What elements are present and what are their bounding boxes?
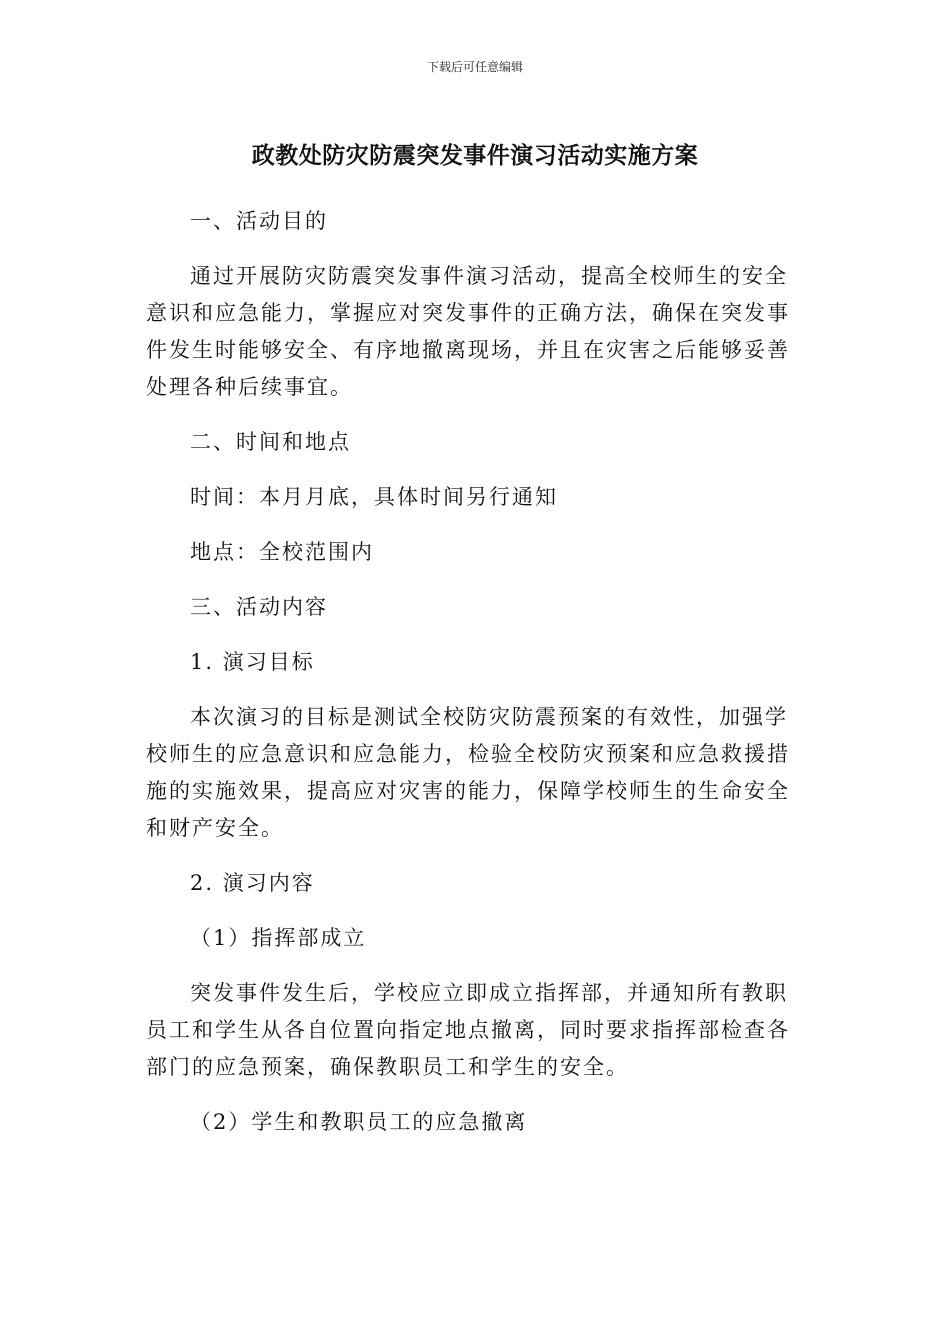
section-3-item-1-heading: 1. 演习目标 (190, 650, 315, 674)
section-1-paragraph: 通过开展防灾防震突发事件演习活动，提高全校师生的安全意识和应急能力，掌握应对突发事件的正确方法，确保在突发事件发生时能够安全、有序地撤离现场，并且在灾害之后能够妥善处理各种后续事宜。 (146, 264, 790, 399)
page-header-note: 下载后可任意编辑 (426, 60, 523, 74)
section-2-heading: 二、时间和地点 (190, 430, 351, 454)
section-1-heading: 一、活动目的 (190, 209, 328, 233)
section-2-time: 时间：本月月底，具体时间另行通知 (190, 485, 558, 509)
section-3-item-1-paragraph: 本次演习的目标是测试全校防灾防震预案的有效性，加强学校师生的应急意识和应急能力，检验全校防灾预案和应急救援措施的实施效果，提高应对灾害的能力，保障学校师生的生命安全和财产安全。 (146, 705, 790, 840)
section-3-heading: 三、活动内容 (190, 595, 328, 619)
section-3-item-2-heading: 2. 演习内容 (190, 871, 315, 895)
section-3-item-2-sub-1-heading: （1）指挥部成立 (190, 926, 367, 950)
section-3-item-2-sub-1-paragraph: 突发事件发生后，学校应立即成立指挥部，并通知所有教职员工和学生从各自位置向指定地点撤离，同时要求指挥部检查各部门的应急预案，确保教职员工和学生的安全。 (146, 981, 790, 1079)
document-title: 政教处防灾防震突发事件演习活动实施方案 (251, 143, 699, 169)
section-2-place: 地点：全校范围内 (190, 540, 374, 564)
section-3-item-2-sub-2-heading: （2）学生和教职员工的应急撤离 (190, 1110, 528, 1134)
document-body (146, 203, 796, 1141)
